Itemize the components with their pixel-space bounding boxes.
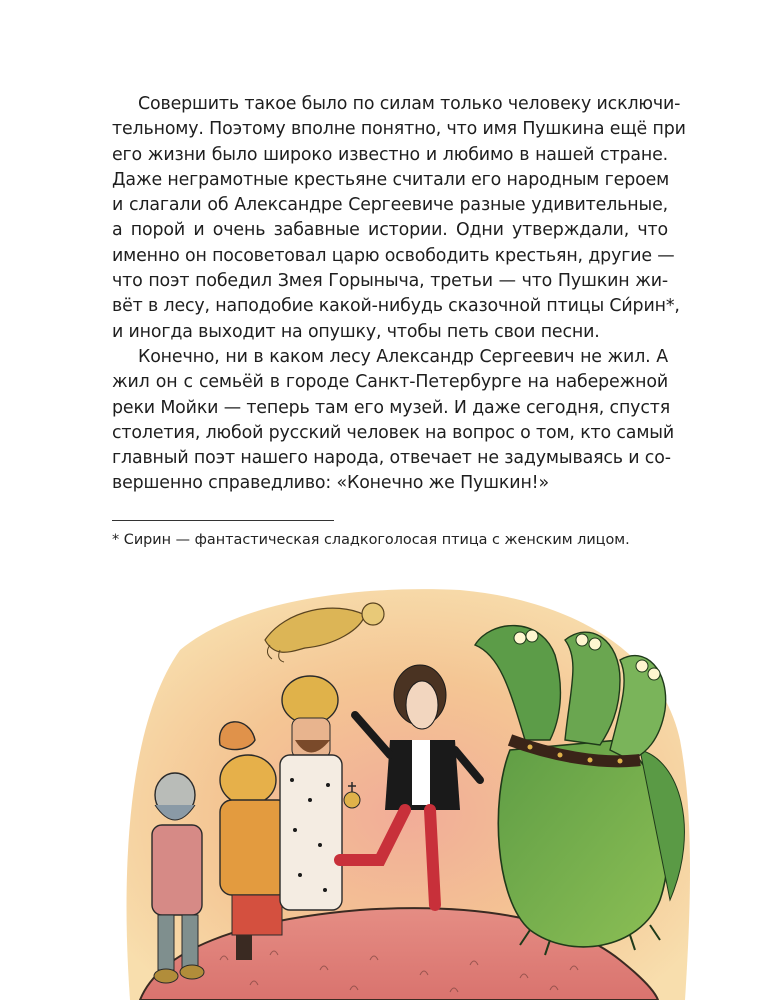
text-line: главный поэт нашего народа, отвечает не задумываясь и со- — [112, 448, 671, 469]
text-line: и иногда выходит на опушку, чтобы петь свои песни. — [112, 321, 600, 342]
text-line: жил он с семьёй в городе Санкт-Петербурге на набережной — [112, 372, 668, 393]
text-line: именно он посоветовал царю освободить крестьян, другие — — [112, 245, 675, 266]
text-line: Совершить такое было по силам только человеку исключи- — [138, 94, 681, 114]
text-line: что поэт победил Змея Горыныча, третьи — что Пушкин жи- — [112, 271, 668, 292]
body-text — [112, 92, 686, 497]
text-line: его жизни было широко известно и любимо в нашей стране. — [112, 144, 668, 165]
text-line: вёт в лесу, наподобие какой-нибудь сказочной птицы Си́рин*, — [112, 296, 680, 317]
text-line: реки Мойки — теперь там его музей. И даже сегодня, спустя — [112, 397, 671, 418]
text-line: вершенно справедливо: «Конечно же Пушкин!» — [112, 473, 549, 494]
text-line: а порой и очень забавные истории. Одни утверждали, что — [112, 220, 668, 241]
text-line: Конечно, ни в каком лесу Александр Сергеевич не жил. А — [138, 346, 668, 367]
text-line: тельному. Поэтому вполне понятно, что имя Пушкина ещё при — [112, 119, 686, 140]
text-line: столетия, любой русский человек на вопрос о том, кто самый — [112, 422, 675, 443]
footnote: * Сирин — фантастическая сладкоголосая птица с женским лицом. — [112, 532, 630, 548]
footnote-divider — [112, 520, 334, 521]
illustration — [100, 560, 700, 1000]
text-line: Даже неграмотные крестьяне считали его народным героем — [112, 169, 670, 190]
text-line: и слагали об Александре Сергеевиче разные удивительные, — [112, 195, 668, 216]
